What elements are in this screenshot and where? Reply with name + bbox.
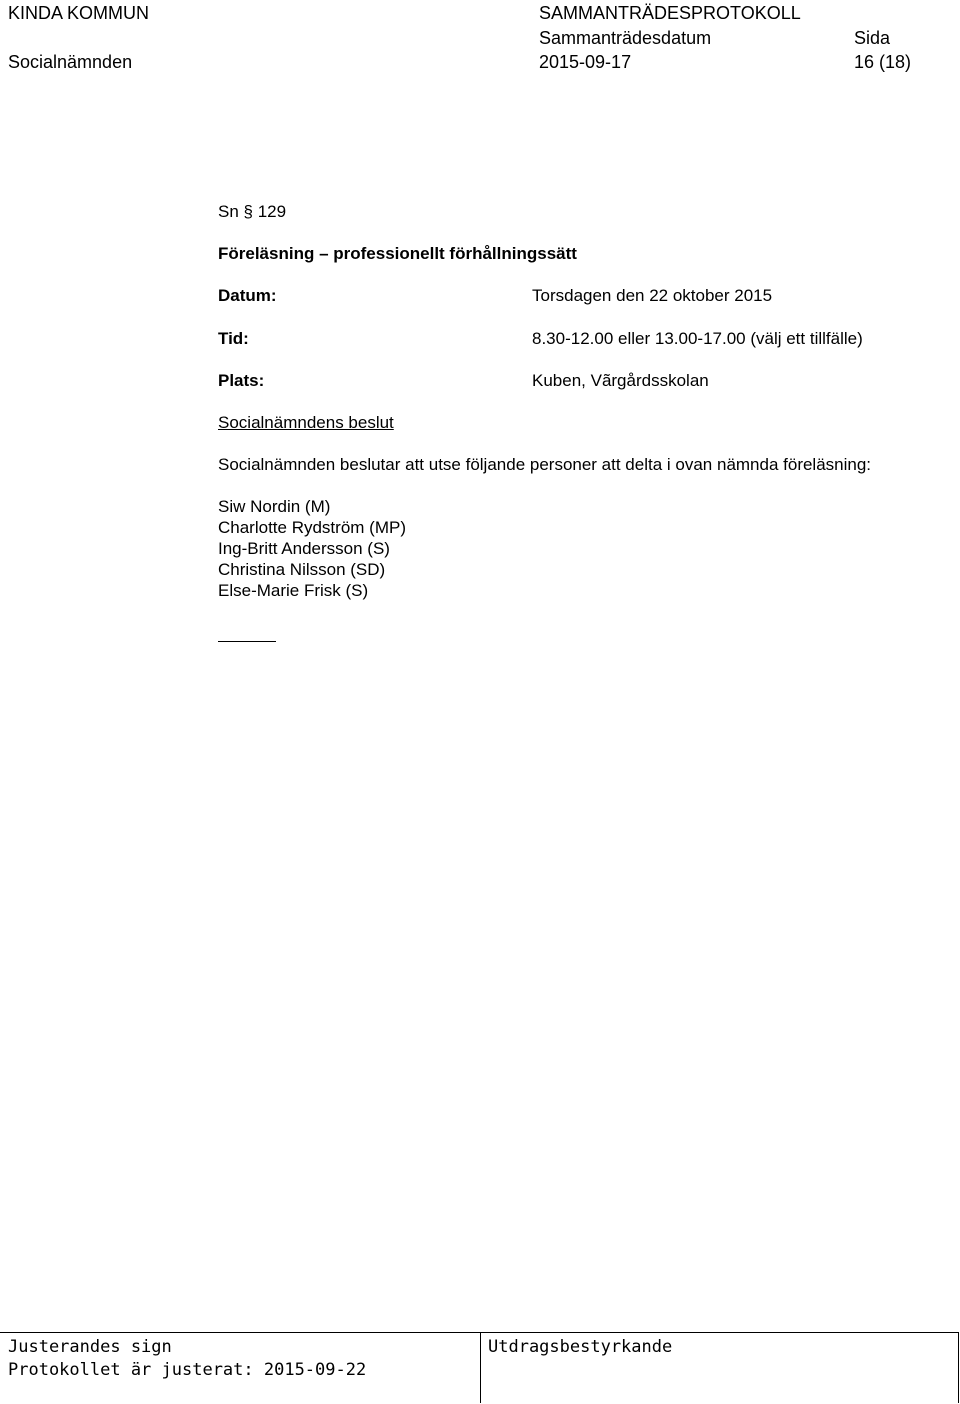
page-number: 16 (18) (854, 52, 912, 72)
section-title: Föreläsning – professionellt förhållningssätt (218, 244, 577, 263)
signature-footer (0, 1332, 959, 1403)
list-item: Else-Marie Frisk (S) (218, 581, 369, 600)
plats-label: Plats: (218, 371, 265, 390)
meeting-date-label: Sammanträdesdatum (539, 28, 712, 48)
document-type: SAMMANTRÄDESPROTOKOLL (539, 3, 801, 23)
tid-value: 8.30-12.00 eller 13.00-17.00 (välj ett tillfälle) (532, 329, 863, 348)
meeting-date-value: 2015-09-17 (539, 52, 632, 72)
utdragsbestyrkande-label: Utdragsbestyrkande (488, 1337, 673, 1357)
protocol-adjusted-text: Protokollet är justerat: 2015-09-22 (8, 1360, 367, 1380)
datum-label: Datum: (218, 286, 277, 305)
organization-name: KINDA KOMMUN (8, 3, 150, 23)
decision-text: Socialnämnden beslutar att utse följande personer att delta i ovan nämnda föreläsning: (218, 455, 872, 474)
section-end-rule (218, 641, 276, 642)
committee-name: Socialnämnden (8, 52, 133, 72)
decision-heading: Socialnämndens beslut (218, 413, 394, 432)
paragraph-number: Sn § 129 (218, 202, 287, 221)
list-item: Siw Nordin (M) (218, 497, 331, 516)
footer-divider (480, 1333, 481, 1403)
plats-value: Kuben, Vãrgårdsskolan (532, 371, 709, 390)
list-item: Charlotte Rydström (MP) (218, 518, 406, 537)
datum-value: Torsdagen den 22 oktober 2015 (532, 286, 773, 305)
selected-persons-list (218, 496, 406, 601)
list-item: Christina Nilsson (SD) (218, 560, 386, 579)
list-item: Ing-Britt Andersson (S) (218, 539, 390, 558)
page-label: Sida (854, 28, 891, 48)
justerandes-sign-label: Justerandes sign (8, 1337, 172, 1357)
tid-label: Tid: (218, 329, 249, 348)
